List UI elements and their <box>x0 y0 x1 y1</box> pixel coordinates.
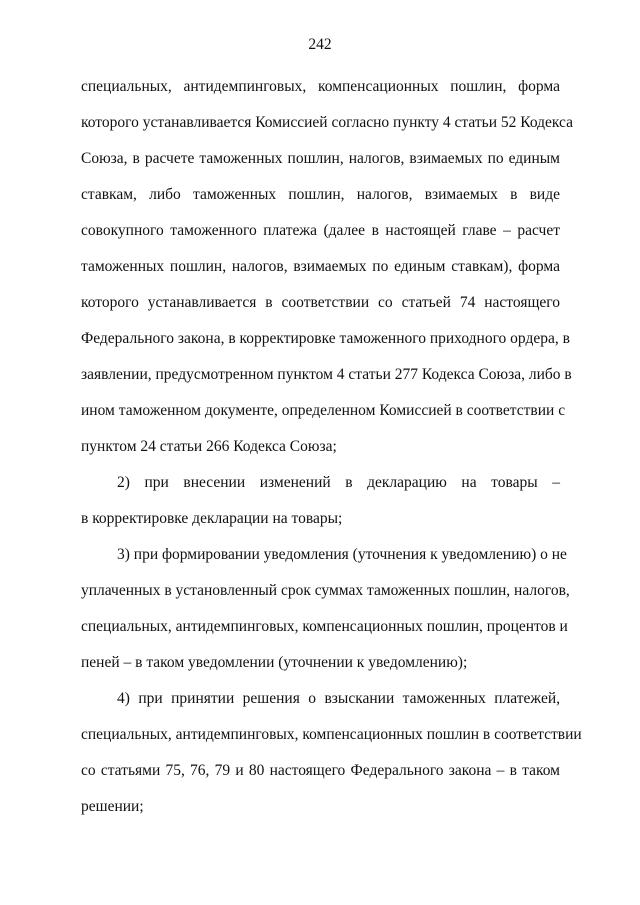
paragraph-1-line-1: специальных, антидемпинговых, компенсационных пошлин, форма <box>81 78 560 95</box>
paragraph-1-line-10: ином таможенном документе, определенном Комиссией в соответствии с <box>81 402 566 419</box>
paragraph-3-line-4: пеней – в таком уведомлении (уточнении к уведомлению); <box>81 654 468 671</box>
paragraph-1-line-9: заявлении, предусмотренном пунктом 4 статьи 277 Кодекса Союза, либо в <box>81 366 572 383</box>
paragraph-1-line-7: которого устанавливается в соответствии со статьей 74 настоящего <box>81 294 560 311</box>
paragraph-2-line-1: 2) при внесении изменений в декларацию на товары – <box>117 474 560 491</box>
paragraph-4-line-2: специальных, антидемпинговых, компенсационных пошлин в соответствии <box>81 726 582 743</box>
paragraph-3-line-3: специальных, антидемпинговых, компенсационных пошлин, процентов и <box>81 618 568 635</box>
paragraph-3-line-2: уплаченных в установленный срок суммах таможенных пошлин, налогов, <box>81 582 570 599</box>
paragraph-1-line-3: Союза, в расчете таможенных пошлин, налогов, взимаемых по единым <box>81 150 560 167</box>
paragraph-1-line-11: пунктом 24 статьи 266 Кодекса Союза; <box>81 438 337 455</box>
paragraph-3-line-1: 3) при формировании уведомления (уточнения к уведомлению) о не <box>117 546 567 563</box>
paragraph-4-line-1: 4) при принятии решения о взыскании таможенных платежей, <box>117 690 560 707</box>
paragraph-2-line-2: в корректировке декларации на товары; <box>81 510 343 527</box>
paragraph-1-line-8: Федерального закона, в корректировке таможенного приходного ордера, в <box>81 330 570 347</box>
paragraph-4-line-4: решении; <box>81 798 144 815</box>
page-number: 242 <box>308 36 332 53</box>
paragraph-1-line-5: совокупного таможенного платежа (далее в настоящей главе – расчет <box>81 222 560 239</box>
paragraph-1-line-2: которого устанавливается Комиссией согласно пункту 4 статьи 52 Кодекса <box>81 114 573 131</box>
paragraph-1-line-6: таможенных пошлин, налогов, взимаемых по единым ставкам), форма <box>81 258 560 275</box>
paragraph-4-line-3: со статьями 75, 76, 79 и 80 настоящего Федерального закона – в таком <box>81 762 560 779</box>
paragraph-1-line-4: ставкам, либо таможенных пошлин, налогов, взимаемых в виде <box>81 186 560 203</box>
